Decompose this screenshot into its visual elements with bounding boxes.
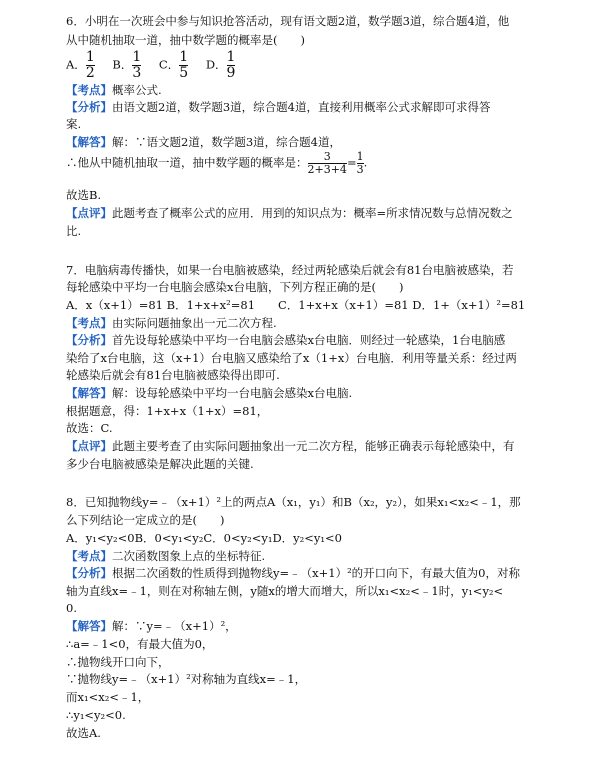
- q8-jieda-5: 而x₁<x₂<﹣1，: [66, 690, 150, 704]
- q7-kaodian: 【考点】由实际问题抽象出一元二次方程.: [66, 316, 277, 330]
- q7-jieda-1: 【解答】解：设每轮感染中平均一台电脑会感染x台电脑.: [66, 386, 353, 400]
- q7-line1: 7．电脑病毒传播快，如果一台电脑被感染，经过两轮感染后就会有81台电脑被感染，若: [66, 263, 514, 277]
- q6-jieda-3: 故选B.: [66, 188, 102, 202]
- q7-line2: 每轮感染中平均一台电脑会感染x台电脑，下列方程正确的是( ): [66, 280, 404, 294]
- q8-jieda-6: ∴y₁<y₂<0.: [66, 708, 126, 722]
- q8-jieda-4: ∵抛物线y=﹣（x+1）²对称轴为直线x=﹣1，: [66, 672, 307, 686]
- q7-fenxi-2: 染给了x台电脑，这（x+1）台电脑又感染给了x（1+x）台电脑．利用等量关系：经过两: [66, 351, 517, 365]
- q8-fenxi-1: 【分析】根据二次函数的性质得到抛物线y=﹣（x+1）²的开口向下，有最大值为0，对称: [66, 566, 520, 580]
- q8-jieda-2: ∴a=﹣1<0，有最大值为0，: [66, 637, 214, 651]
- q8-options: A．y₁<y₂<0B．0<y₁<y₂C．0<y₂<y₁D．y₂<y₁<0: [66, 531, 342, 545]
- q7-options: A．x（x+1）=81 B．1+x+x²=81 C．1+x+x（x+1）=81 D．1+（x+1）²=81: [66, 298, 526, 312]
- q7-fenxi-3: 轮感染后就会有81台电脑被感染得出即可.: [66, 368, 280, 382]
- q8-line2: 么下列结论一定成立的是( ): [66, 513, 225, 527]
- q6-dianping-2: 比.: [66, 224, 82, 238]
- q6-option-b: B． $\frac{1}{3}$: [112, 49, 142, 81]
- q6-option-d: D． $\frac{1}{9}$: [205, 49, 236, 81]
- q6-fenxi-2: 案.: [66, 117, 82, 131]
- q8-jieda-7: 故选A.: [66, 726, 101, 740]
- q6-option-a: A． $\frac{1}{2}$: [66, 49, 95, 81]
- q6-jieda-2: ∴他从中随机抽取一道，抽中数学题的概率是： $\frac{3}{2+3+4}$ = $\frac{1}{3}$ .: [66, 150, 368, 176]
- q6-line2: 从中随机抽取一道，抽中数学题的概率是( ): [66, 33, 305, 47]
- q6-line1: 6．小明在一次班会中参与知识抢答活动，现有语文题2道，数学题3道，综合题4道，他: [66, 14, 510, 28]
- q7-fenxi-1: 【分析】首先设每轮感染中平均一台电脑会感染x台电脑．则经过一轮感染，1台电脑感: [66, 333, 506, 347]
- q8-jieda-3: ∴抛物线开口向下，: [66, 655, 170, 669]
- q7-jieda-2: 根据题意，得：1+x+x（1+x）=81，: [66, 404, 269, 418]
- q7-dianping-2: 多少台电脑被感染是解决此题的关键.: [66, 457, 254, 471]
- q7-jieda-3: 故选：C.: [66, 421, 113, 435]
- q7-dianping-1: 【点评】此题主要考查了由实际问题抽象出一元二次方程，能够正确表示每轮感染中，有: [66, 439, 515, 453]
- q6-options: [66, 50, 249, 81]
- q8-fenxi-3: 0.: [66, 601, 77, 615]
- q8-kaodian: 【考点】二次函数图象上点的坐标特征.: [66, 549, 266, 563]
- q6-kaodian: 【考点】概率公式.: [66, 83, 162, 97]
- q6-fraction-1: $\frac{3}{2+3+4}$: [307, 150, 347, 176]
- q8-line1: 8．已知抛物线y=﹣（x+1）²上的两点A（x₁，y₁）和B（x₂，y₂），如果x₁<x₂<﹣1，那: [66, 495, 521, 509]
- q6-fenxi-1: 【分析】由语文题2道，数学题3道，综合题4道，直接利用概率公式求解即可求得答: [66, 100, 491, 114]
- q6-jieda-1: 【解答】解：∵语文题2道，数学题3道，综合题4道，: [66, 135, 341, 149]
- q8-jieda-1: 【解答】解：∵y=﹣（x+1）²，: [66, 619, 237, 633]
- q6-option-c: C． $\frac{1}{5}$: [158, 49, 189, 81]
- q6-dianping-1: 【点评】此题考查了概率公式的应用．用到的知识点为：概率=所求情况数与总情况数之: [66, 206, 513, 220]
- q8-fenxi-2: 轴为直线x=﹣1，则在对称轴左侧，y随x的增大而增大，所以x₁<x₂<﹣1时，y₁<y₂<: [66, 584, 504, 598]
- q6-fraction-2: $\frac{1}{3}$: [356, 150, 364, 176]
